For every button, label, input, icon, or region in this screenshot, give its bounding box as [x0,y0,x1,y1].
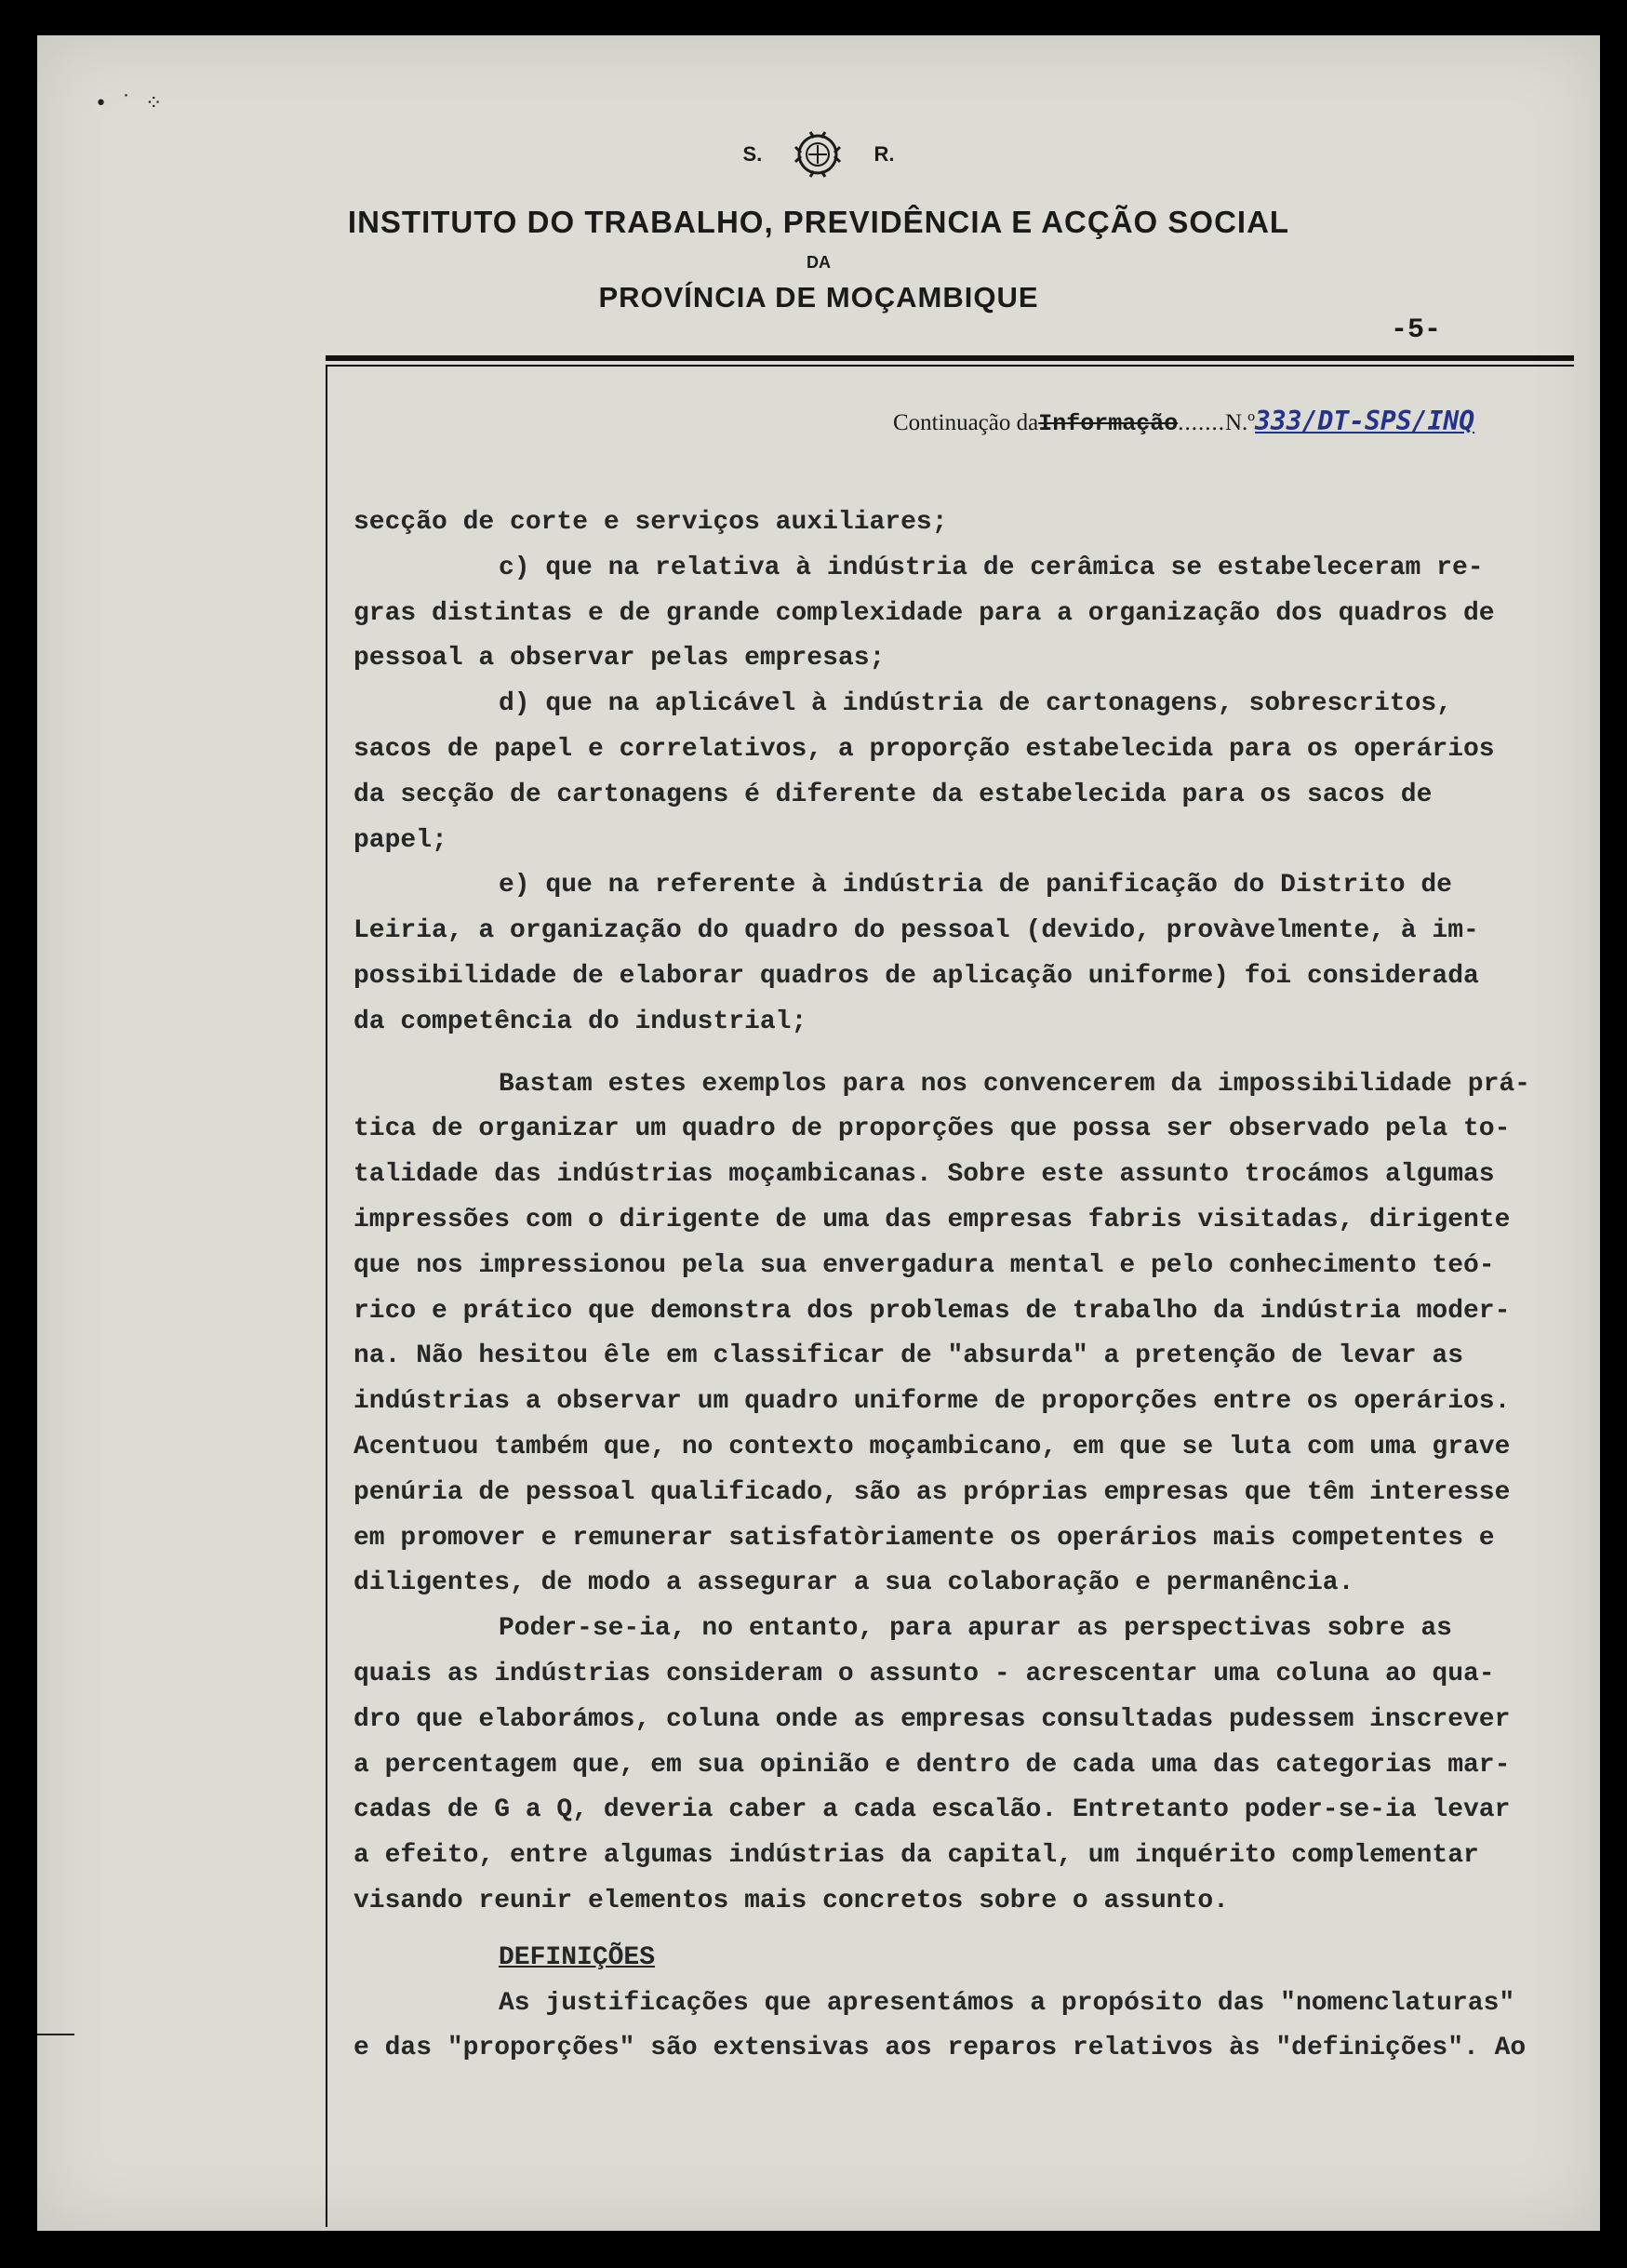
continuation-prefix: Continuação da [893,410,1039,435]
body-line: Acentuou também que, no contexto moçambicano, em que se luta com uma grave [353,1432,1511,1461]
body-line: visando reunir elementos mais concretos sobre o assunto. [353,1886,1229,1915]
r-letter: R. [874,142,895,166]
body-line: Poder-se-ia, no entanto, para apurar as perspectivas sobre as [499,1614,1452,1644]
margin-specks: • ˙ ⁘ [95,92,167,115]
continuation-number-label: N.º [1224,410,1256,435]
institute-title: INSTITUTO DO TRABALHO, PREVIDÊNCIA E ACÇÃO SOCIAL [347,205,1290,239]
body-line: Bastam estes exemplos para nos convencerem da impossibilidade prá- [499,1069,1530,1099]
body-line: possibilidade de elaborar quadros de aplicação uniforme) foi considerada [353,961,1479,991]
body-line: tica de organizar um quadro de proporções que possa ser observado pela to- [353,1114,1511,1144]
continuation-doc-type: Informação [1038,410,1179,437]
body-line: penúria de pessoal qualificado, são as próprias empresas que têm interesse [353,1477,1511,1507]
page-number: -5- [1391,314,1442,346]
body-line: talidade das indústrias moçambicanas. Sobre este assunto trocámos algumas [353,1160,1495,1190]
body-line: diligentes, de modo a assegurar a sua colaboração e permanência. [353,1568,1354,1598]
header-rule-thick [326,355,1574,361]
margin-rule [326,367,327,2227]
side-mark [37,2034,74,2035]
body-line: As justificações que apresentámos a propósito das "nomenclaturas" [499,1988,1515,2018]
body-text [353,500,1563,2072]
body-line: secção de corte e serviços auxiliares; [353,508,948,537]
s-letter: S. [742,142,763,166]
body-line: e) que na referente à indústria de panificação do Distrito de [499,871,1452,901]
sr-seal-row [37,128,1600,180]
body-line: a percentagem que, em sua opinião e dentro de cada uma das categorias mar- [353,1750,1511,1780]
body-line: que nos impressionou pela sua envergadura mental e pelo conhecimento teó- [353,1250,1495,1280]
body-line: em promover e remunerar satisfatòriamente os operários mais competentes e [353,1523,1495,1553]
province-title: PROVÍNCIA DE MOÇAMBIQUE [598,281,1039,314]
body-line: indústrias a observar um quadro uniforme de proporções entre os operários. [353,1387,1511,1417]
continuation-line [893,406,1474,437]
header-rule-thin [326,365,1574,367]
body-line: Leiria, a organização do quadro do pessoal (devido, provàvelmente, à im- [353,916,1479,946]
handwritten-reference: 333/DT-SPS/INQ [1255,406,1475,436]
body-line: cadas de G a Q, deveria caber a cada escalão. Entretanto poder-se-ia levar [353,1795,1511,1825]
body-line: da secção de cartonagens é diferente da estabelecida para os sacos de [353,780,1433,809]
coat-of-arms-icon [792,128,844,180]
institute-da: DA [807,253,831,272]
body-line: a efeito, entre algumas indústrias da capital, um inquérito complementar [353,1841,1479,1871]
body-line: gras distintas e de grande complexidade para a organização dos quadros de [353,598,1495,628]
body-line: c) que na relativa à indústria de cerâmica se estabeleceram re- [499,553,1484,582]
continuation-dots: ....... [1178,410,1225,435]
body-line: na. Não hesitou êle em classificar de "absurda" a pretenção de levar as [353,1341,1463,1371]
document-page [37,35,1600,2231]
body-line: impressões com o dirigente de uma das empresas fabris visitadas, dirigente [353,1205,1511,1234]
body-line: rico e prático que demonstra dos problemas de trabalho da indústria moder- [353,1296,1511,1326]
body-line: da competência do industrial; [353,1007,807,1036]
body-line: d) que na aplicável à indústria de cartonagens, sobrescritos, [499,689,1452,719]
body-line: sacos de papel e correlativos, a proporção estabelecida para os operários [353,734,1495,764]
body-line: e das "proporções" são extensivas aos reparos relativos às "definições". Ao [353,2034,1527,2063]
body-line: dro que elaborámos, coluna onde as empresas consultadas pudessem inscrever [353,1704,1511,1734]
section-heading: DEFINIÇÕES [499,1942,656,1972]
body-line: papel; [353,825,447,855]
body-line: pessoal a observar pelas empresas; [353,644,886,674]
body-line: quais as indústrias consideram o assunto - acrescentar uma coluna ao qua- [353,1659,1495,1688]
